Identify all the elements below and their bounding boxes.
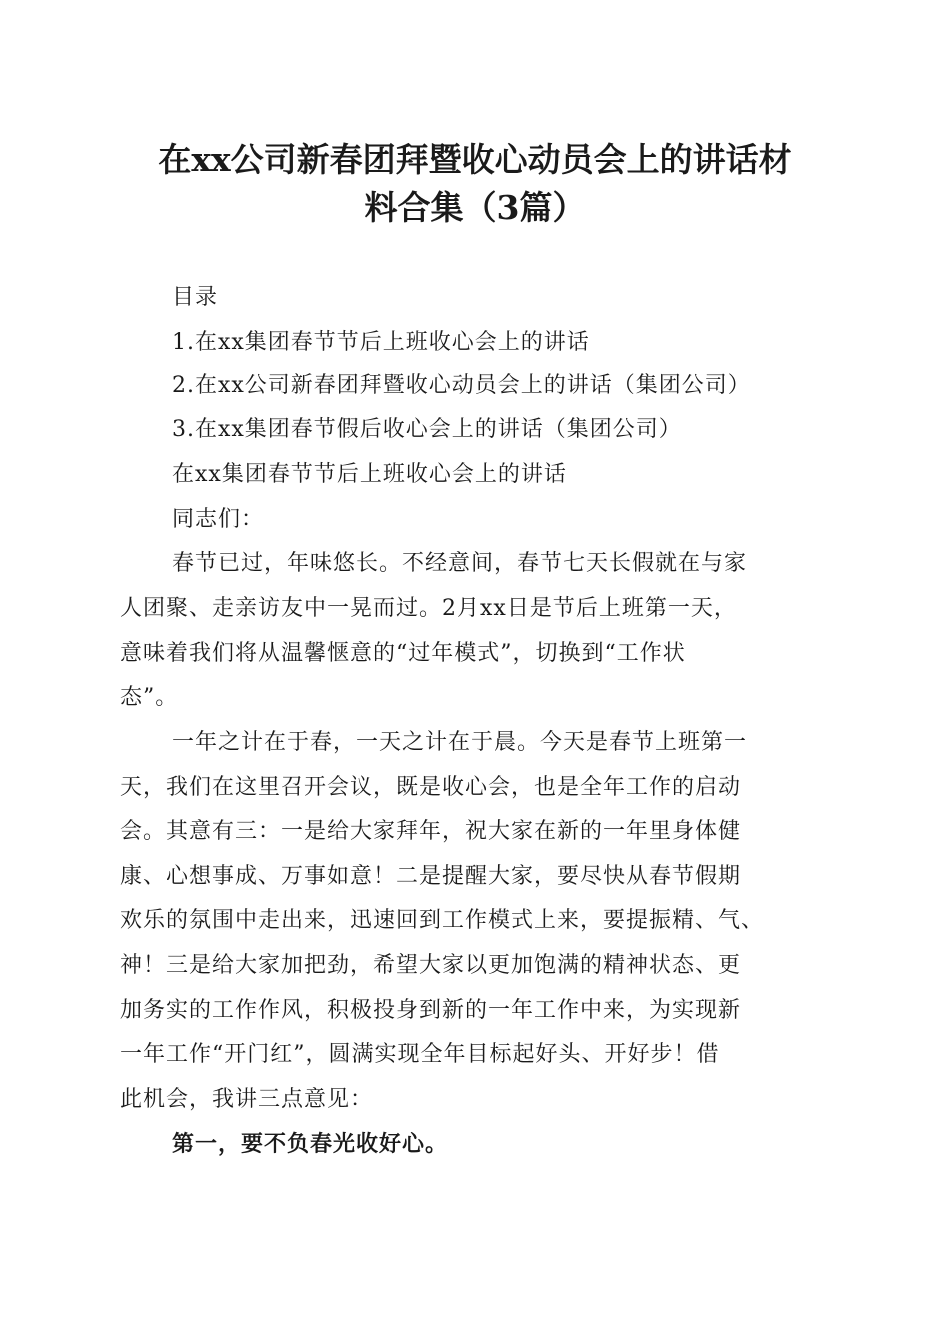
para2-line-6: 神！三是给大家加把劲，希望大家以更加饱满的精神状态、更 [120, 953, 742, 978]
para1-line-1: 春节已过，年味悠长。不经意间，春节七天长假就在与家 [172, 551, 748, 576]
document-title [100, 136, 850, 232]
toc-heading: 目录 [172, 285, 219, 310]
toc-item-2: 2.在xx公司新春团拜暨收心动员会上的讲话（集团公司） [172, 373, 751, 398]
para2-line-1: 一年之计在于春，一天之计在于晨。今天是春节上班第一 [172, 730, 748, 755]
point-1-heading: 第一，要不负春光收好心。 [172, 1131, 449, 1157]
para2-line-4: 康、心想事成、万事如意！二是提醒大家，要尽快从春节假期 [120, 864, 742, 889]
para2-line-5: 欢乐的氛围中走出来，迅速回到工作模式上来，要提振精、气、 [120, 908, 765, 933]
title-line-1: 在xx公司新春团拜暨收心动员会上的讲话材 [158, 140, 792, 179]
para1-line-3: 意味着我们将从温馨惬意的“过年模式”，切换到“工作状 [120, 641, 686, 666]
salutation: 同志们： [172, 507, 265, 532]
para2-line-2: 天，我们在这里召开会议，既是收心会，也是全年工作的启动 [120, 775, 742, 800]
para1-line-4: 态”。 [120, 685, 179, 710]
toc-item-1: 1.在xx集团春节节后上班收心会上的讲话 [172, 330, 590, 355]
para2-line-7: 加务实的工作作风，积极投身到新的一年工作中来，为实现新 [120, 998, 742, 1023]
para2-line-3: 会。其意有三：一是给大家拜年，祝大家在新的一年里身体健 [120, 819, 742, 844]
title-line-2: 料合集（3篇） [364, 188, 586, 227]
para2-line-8: 一年工作“开门红”，圆满实现全年目标起好头、开好步！借 [120, 1042, 720, 1067]
toc-item-3: 3.在xx集团春节假后收心会上的讲话（集团公司） [172, 417, 682, 442]
para1-line-2: 人团聚、走亲访友中一晃而过。2月xx日是节后上班第一天， [120, 596, 737, 621]
section-title: 在xx集团春节节后上班收心会上的讲话 [172, 462, 567, 487]
para2-line-9: 此机会，我讲三点意见： [120, 1087, 374, 1112]
